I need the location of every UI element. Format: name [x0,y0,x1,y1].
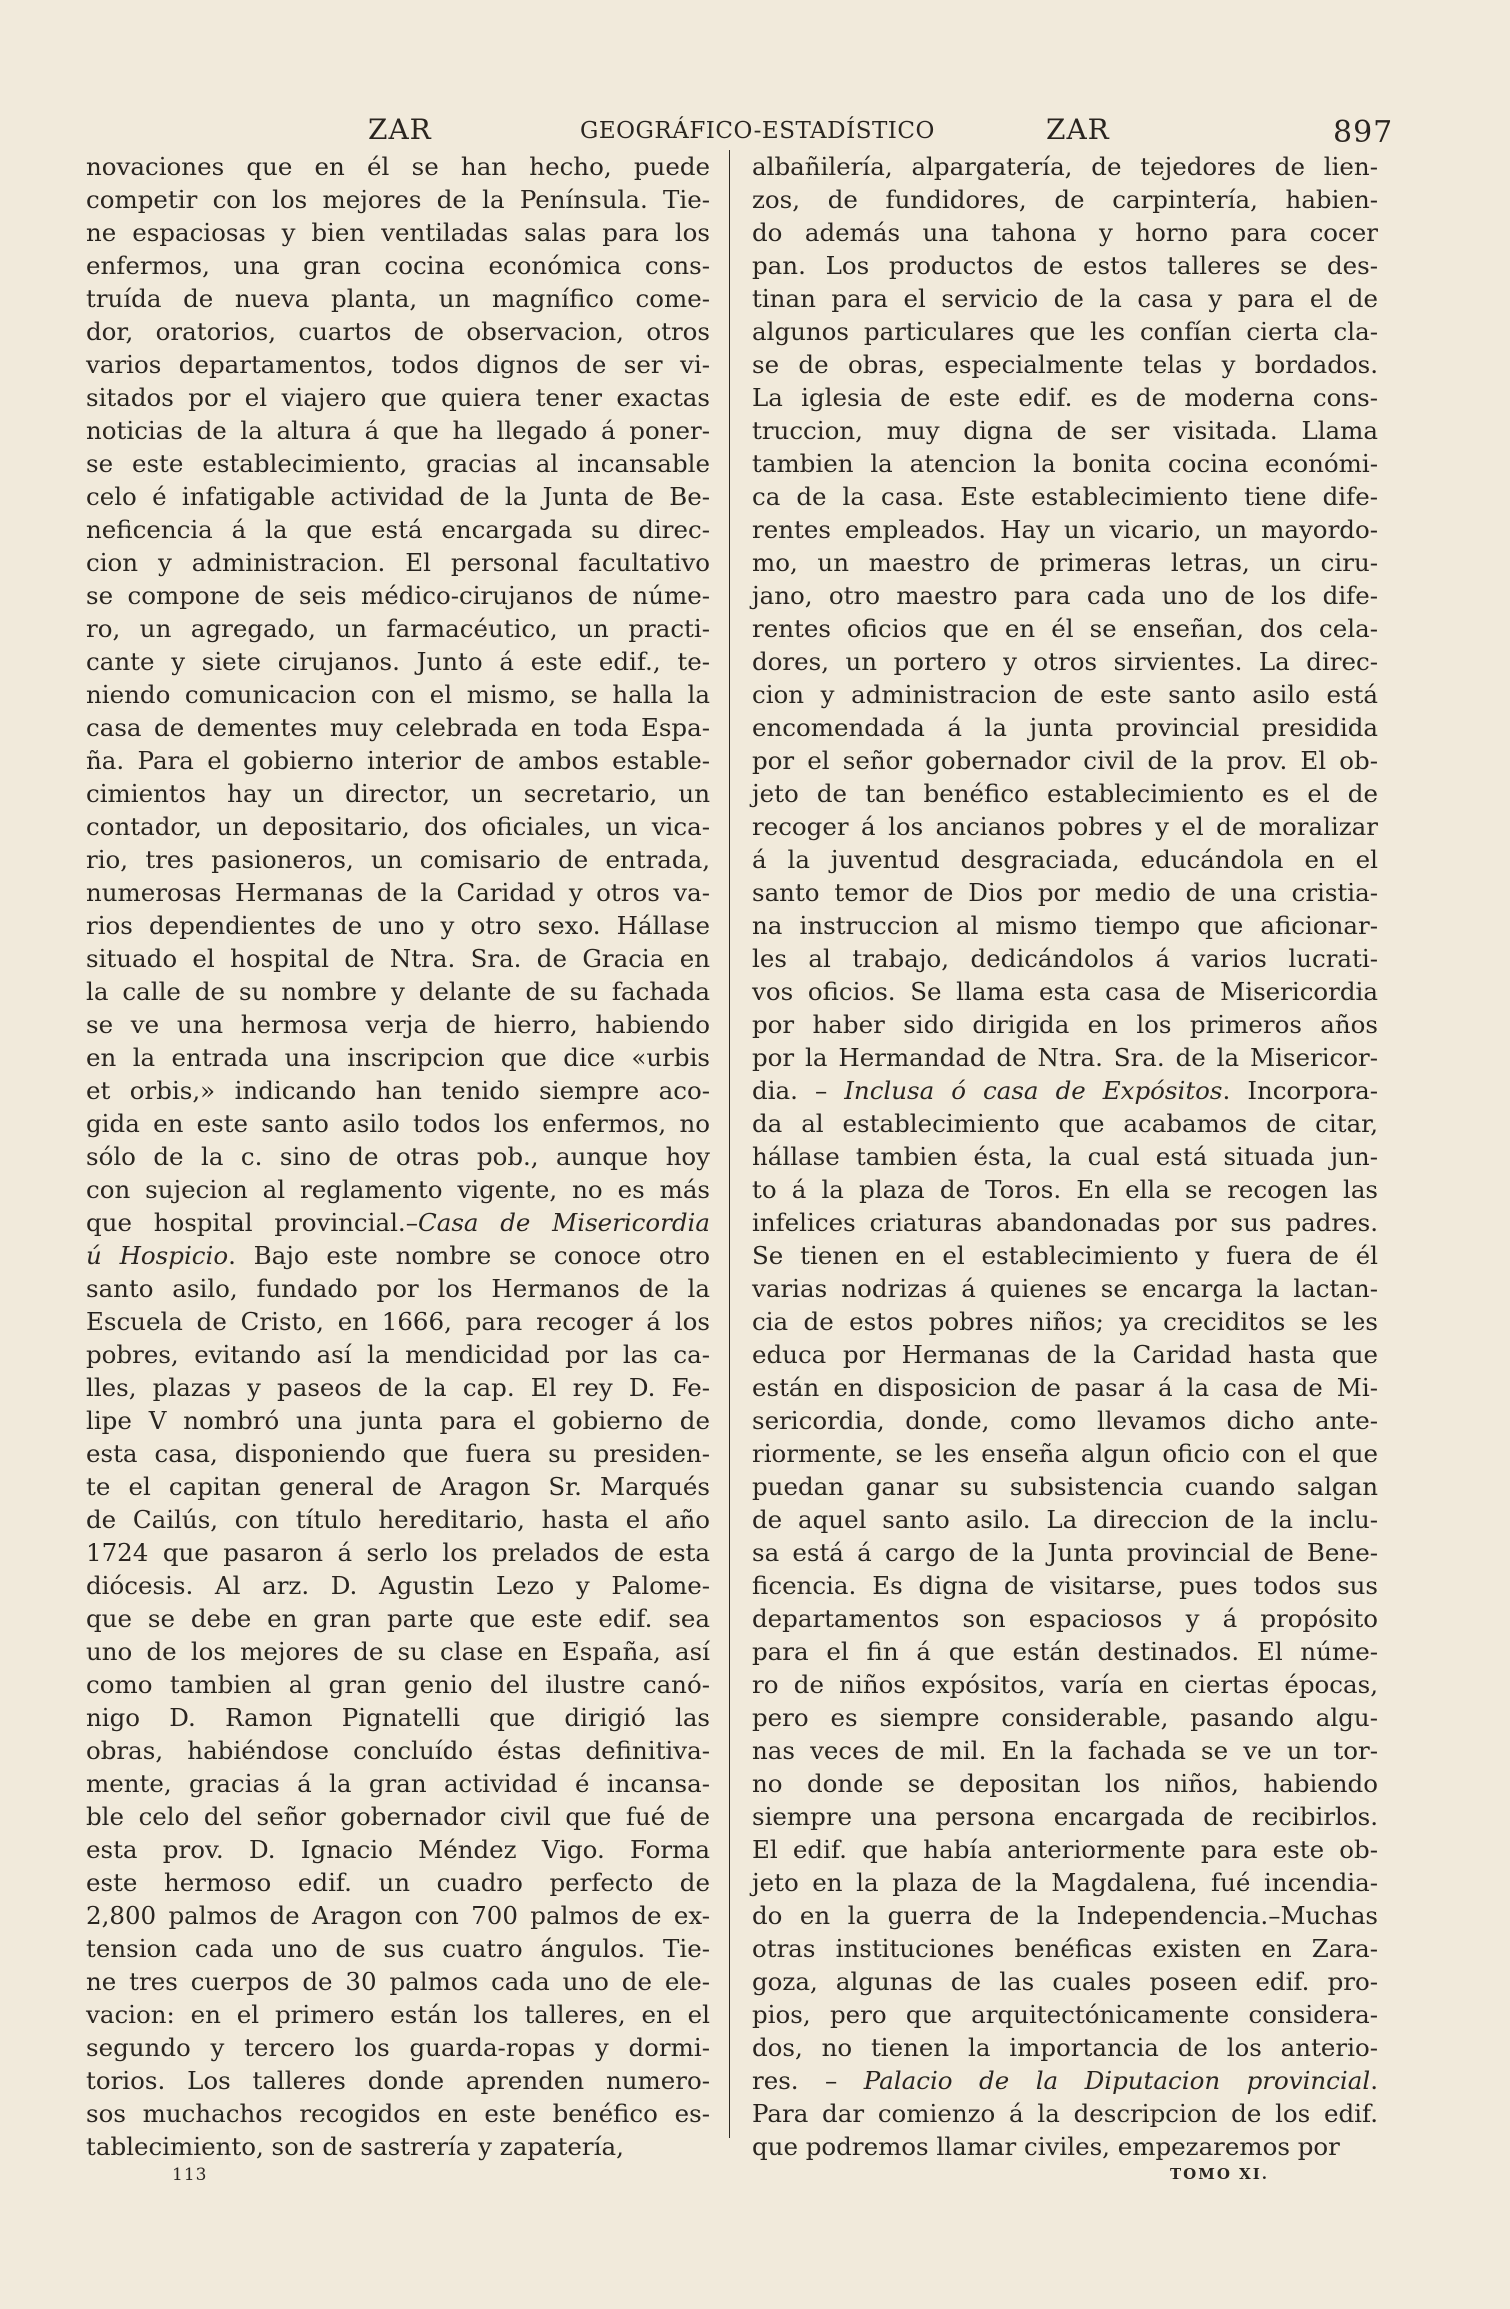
text-line: niendo comunicacion con el mismo, se halla la [86,680,710,709]
text-line: á la juventud desgraciada, educándola en el [752,845,1378,874]
italic-heading: Palacio de la Diputacion provincial [863,2066,1371,2095]
text-line: ro, un agregado, un farmacéutico, un practi- [86,614,710,643]
text-line: truída de nueva planta, un magnífico come- [86,284,710,313]
text-line: da al establecimiento que acabamos de citar, [752,1109,1378,1138]
text-line: lipe V nombró una junta para el gobierno de [86,1406,710,1435]
text-line: por haber sido dirigida en los primeros años [752,1010,1378,1039]
text-line: por la Hermandad de Ntra. Sra. de la Misericor- [752,1043,1378,1072]
text-line: de aquel santo asilo. La direccion de la inclu- [752,1505,1378,1534]
text-line: sos muchachos recogidos en este benéfico es- [86,2099,710,2128]
text-line: rios dependientes de uno y otro sexo. Hállase [86,911,710,940]
text-line: albañilería, alpargatería, de tejedores de lien- [752,152,1378,181]
text-line: situado el hospital de Ntra. Sra. de Gracia en [86,944,710,973]
text-line: gida en este santo asilo todos los enfermos, no [86,1109,710,1138]
text-line: do en la guerra de la Independencia.–Muchas [752,1901,1378,1930]
text-line: cia de estos pobres niños; ya creciditos se les [752,1307,1378,1336]
text-line: se este establecimiento, gracias al incansable [86,449,710,478]
text-line: sa está á cargo de la Junta provincial de Bene- [752,1538,1378,1567]
text-line: uno de los mejores de su clase en España, así [86,1637,710,1666]
text-line: les al trabajo, dedicándolos á varios lucrati- [752,944,1378,973]
text-line: tambien la atencion la bonita cocina económi- [752,449,1378,478]
column-divider [729,150,730,2138]
text-line: cimientos hay un director, un secretario, un [86,779,710,808]
left-text-column [86,150,710,2163]
text-line: diócesis. Al arz. D. Agustin Lezo y Palome- [86,1571,710,1600]
text-line: jano, otro maestro para cada uno de los dife- [752,581,1378,610]
text-line: enfermos, una gran cocina económica cons- [86,251,710,280]
text-line: pan. Los productos de estos talleres se des- [752,251,1378,280]
text-line: numerosas Hermanas de la Caridad y otros va- [86,878,710,907]
text-line: segundo y tercero los guarda-ropas y dormi- [86,2033,710,2062]
text-line: por el señor gobernador civil de la prov. El ob- [752,746,1378,775]
text-line: 2,800 palmos de Aragon con 700 palmos de ex- [86,1901,710,1930]
text-line: este hermoso edif. un cuadro perfecto de [86,1868,710,1897]
text-line: contador, un depositario, dos oficiales, un vica- [86,812,710,841]
text-line: ne espaciosas y bien ventiladas salas para los [86,218,710,247]
text-line: encomendada á la junta provincial presidida [752,713,1378,742]
text-line: celo é infatigable actividad de la Junta de Be- [86,482,710,511]
text-line: te el capitan general de Aragon Sr. Marqués [86,1472,710,1501]
text-line: se compone de seis médico-cirujanos de núme- [86,581,710,610]
text-line: que se debe en gran parte que este edif. sea [86,1604,710,1633]
text-line: res. – Palacio de la Diputacion provincial. [752,2066,1378,2095]
right-text-column [752,150,1378,2163]
text-line: cion y administracion de este santo asilo está [752,680,1378,709]
text-line: na instruccion al mismo tiempo que aficionar- [752,911,1378,940]
text-line: algunos particulares que les confían cierta cla- [752,317,1378,346]
text-line: dia. – Inclusa ó casa de Expósitos. Incorpora- [752,1076,1378,1105]
text-line: hállase tambien ésta, la cual está situada jun- [752,1142,1378,1171]
text-line: departamentos son espaciosos y á propósito [752,1604,1378,1633]
text-line: mente, gracias á la gran actividad é incansa- [86,1769,710,1798]
text-line: rentes empleados. Hay un vicario, un mayordo- [752,515,1378,544]
text-line: cion y administracion. El personal facultativo [86,548,710,577]
text-line: casa de dementes muy celebrada en toda Espa- [86,713,710,742]
text-line: sitados por el viajero que quiera tener exactas [86,383,710,412]
text-line: nigo D. Ramon Pignatelli que dirigió las [86,1703,710,1732]
text-line: to á la plaza de Toros. En ella se recogen las [752,1175,1378,1204]
text-line: ña. Para el gobierno interior de ambos estable- [86,746,710,775]
text-line: santo temor de Dios por medio de una cristia- [752,878,1378,907]
text-line: varios departamentos, todos dignos de ser vi- [86,350,710,379]
italic-heading: Casa de Misericordia [417,1208,710,1237]
text-line: ro de niños expósitos, varía en ciertas épocas, [752,1670,1378,1699]
text-line: tablecimiento, son de sastrería y zapatería, [86,2132,624,2161]
text-line: dos, no tienen la importancia de los anterio- [752,2033,1378,2062]
text-line: ú Hospicio. Bajo este nombre se conoce otro [86,1241,710,1270]
text-line: Se tienen en el establecimiento y fuera de él [752,1241,1378,1270]
italic-heading: Inclusa ó casa de Expósitos [844,1076,1223,1105]
text-line: para el fin á que están destinados. El núme- [752,1637,1378,1666]
text-line: ficencia. Es digna de visitarse, pues todos sus [752,1571,1378,1600]
text-line: lles, plazas y paseos de la cap. El rey D. Fe- [86,1373,710,1402]
page-header [0,113,1510,153]
text-line: pios, pero que arquitectónicamente considera- [752,2000,1378,2029]
text-line: otras instituciones benéficas existen en Zara- [752,1934,1378,1963]
text-line: do además una tahona y horno para cocer [752,218,1378,247]
text-line: siempre una persona encargada de recibirlos. [752,1802,1378,1831]
text-line: ca de la casa. Este establecimiento tiene dife- [752,482,1378,511]
text-line: zos, de fundidores, de carpintería, habien- [752,185,1378,214]
text-line: et orbis,» indicando han tenido siempre aco- [86,1076,710,1105]
text-line: neficencia á la que está encargada su direc- [86,515,710,544]
text-line: noticias de la altura á que ha llegado á poner- [86,416,710,445]
running-head-right: ZAR [1046,113,1110,146]
text-line: Para dar comienzo á la descripcion de los edif. [752,2099,1378,2128]
text-line: que podremos llamar civiles, empezaremos por [752,2132,1340,2161]
text-line: torios. Los talleres donde aprenden numero- [86,2066,710,2095]
text-line: infelices criaturas abandonadas por sus padres. [752,1208,1378,1237]
text-line: recoger á los ancianos pobres y el de moralizar [752,812,1378,841]
text-line: sericordia, donde, como llevamos dicho ante- [752,1406,1378,1435]
text-line: se ve una hermosa verja de hierro, habiendo [86,1010,710,1039]
text-line: rentes oficios que en él se enseñan, dos cela- [752,614,1378,643]
text-line: en la entrada una inscripcion que dice «urbis [86,1043,710,1072]
text-line: vos oficios. Se llama esta casa de Misericordia [752,977,1378,1006]
text-line: competir con los mejores de la Península. Tie- [86,185,710,214]
running-head-title: GEOGRÁFICO-ESTADÍSTICO [580,118,935,144]
text-line: dor, oratorios, cuartos de observacion, otros [86,317,710,346]
text-line: con sujecion al reglamento vigente, no es más [86,1175,710,1204]
text-line: esta casa, disponiendo que fuera su presiden- [86,1439,710,1468]
text-line: se de obras, especialmente telas y bordados. [752,350,1378,379]
text-line: no donde se depositan los niños, habiendo [752,1769,1378,1798]
running-head-left: ZAR [368,113,432,146]
page-number: 897 [1333,115,1394,150]
text-line: dores, un portero y otros sirvientes. La direc- [752,647,1378,676]
text-line: jeto de tan benéfico establecimiento es el de [752,779,1378,808]
text-line: varias nodrizas á quienes se encarga la lactan- [752,1274,1378,1303]
text-line: truccion, muy digna de ser visitada. Llama [752,416,1378,445]
text-line: nas veces de mil. En la fachada se ve un tor- [752,1736,1378,1765]
text-line: novaciones que en él se han hecho, puede [86,152,710,181]
text-line: ble celo del señor gobernador civil que fué de [86,1802,710,1831]
italic-heading: ú Hospicio [86,1241,229,1270]
text-line: tinan para el servicio de la casa y para el de [752,284,1378,313]
text-line: como tambien al gran genio del ilustre canó- [86,1670,710,1699]
text-line: goza, algunas de las cuales poseen edif. pro- [752,1967,1378,1996]
text-line: cante y siete cirujanos. Junto á este edif., te- [86,647,710,676]
text-line: El edif. que había anteriormente para este ob- [752,1835,1378,1864]
text-line: educa por Hermanas de la Caridad hasta que [752,1340,1378,1369]
text-line: puedan ganar su subsistencia cuando salgan [752,1472,1378,1501]
text-line: riormente, se les enseña algun oficio con el que [752,1439,1378,1468]
text-line: obras, habiéndose concluído éstas definitiva- [86,1736,710,1765]
signature-mark: 113 [172,2165,208,2185]
text-line: pobres, evitando así la mendicidad por las ca- [86,1340,710,1369]
text-line: tension cada uno de sus cuatro ángulos. Tie- [86,1934,710,1963]
text-line: de Cailús, con título hereditario, hasta el año [86,1505,710,1534]
text-line: que hospital provincial.–Casa de Misericordia [86,1208,710,1237]
text-line: sólo de la c. sino de otras pob., aunque hoy [86,1142,710,1171]
text-line: 1724 que pasaron á serlo los prelados de esta [86,1538,710,1567]
text-line: Escuela de Cristo, en 1666, para recoger á los [86,1307,710,1336]
text-line: la calle de su nombre y delante de su fachada [86,977,710,1006]
text-line: rio, tres pasioneros, un comisario de entrada, [86,845,710,874]
volume-label: TOMO XI. [1170,2165,1269,2183]
text-line: mo, un maestro de primeras letras, un ciru- [752,548,1378,577]
text-line: ne tres cuerpos de 30 palmos cada uno de ele- [86,1967,710,1996]
text-line: esta prov. D. Ignacio Méndez Vigo. Forma [86,1835,710,1864]
text-line: vacion: en el primero están los talleres, en el [86,2000,710,2029]
text-line: jeto en la plaza de la Magdalena, fué incendia- [752,1868,1378,1897]
text-line: santo asilo, fundado por los Hermanos de la [86,1274,710,1303]
text-line: La iglesia de este edif. es de moderna cons- [752,383,1378,412]
text-line: pero es siempre considerable, pasando algu- [752,1703,1378,1732]
text-line: están en disposicion de pasar á la casa de Mi- [752,1373,1378,1402]
